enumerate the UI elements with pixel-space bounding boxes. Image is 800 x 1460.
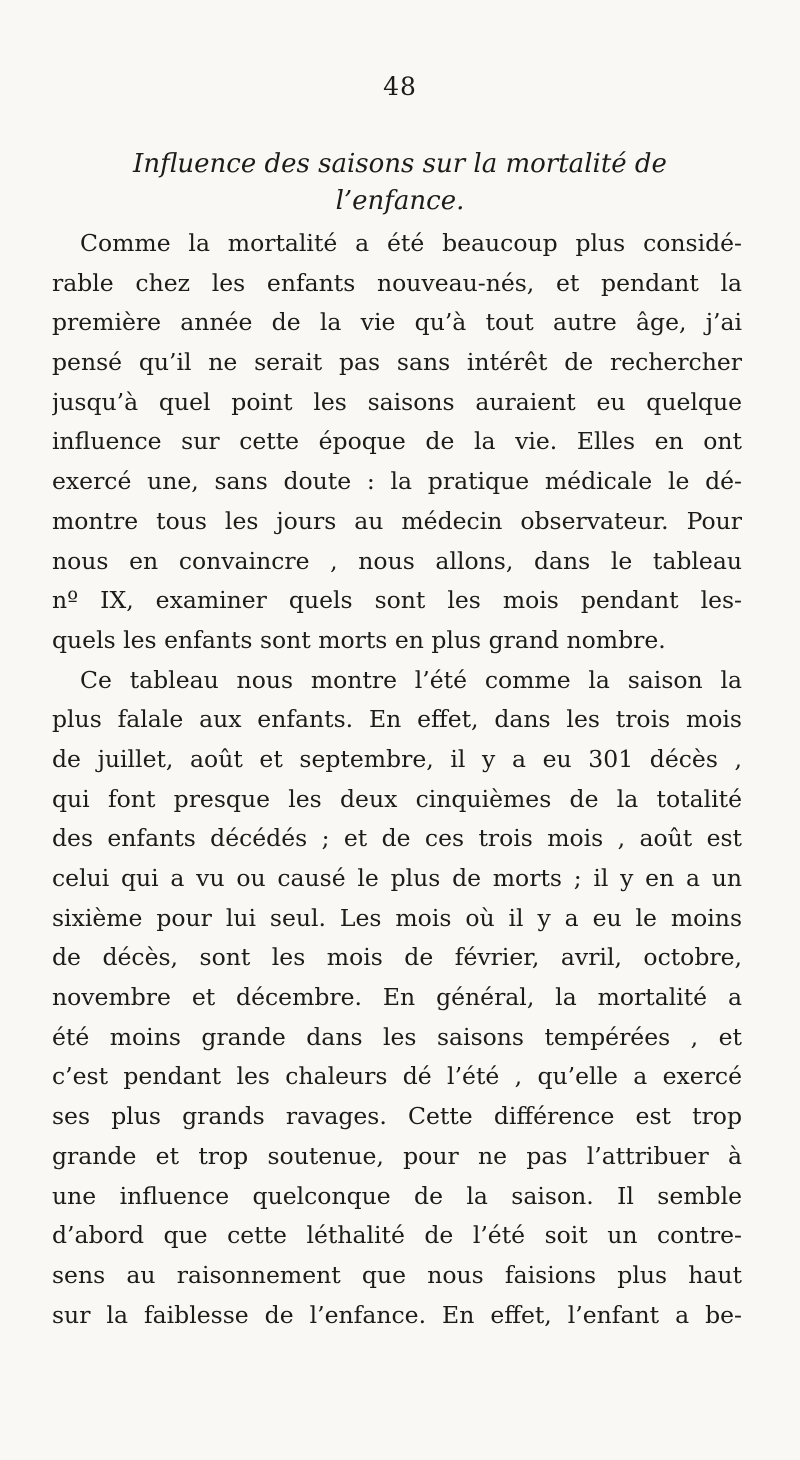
- text-line: ses plus grands ravages. Cette différence est trop: [52, 1102, 742, 1131]
- text-line: de décès, sont les mois de février, avril, octobre,: [52, 943, 742, 972]
- text-line: c’est pendant les chaleurs dé l’été , qu’elle a exercé: [52, 1062, 742, 1091]
- text-line: nº IX, examiner quels sont les mois pendant les-: [52, 586, 742, 615]
- text-line: novembre et décembre. En général, la mortalité a: [52, 983, 742, 1012]
- text-line: Comme la mortalité a été beaucoup plus considé-: [80, 229, 742, 257]
- text-line: celui qui a vu ou causé le plus de morts ; il y en a un: [52, 864, 742, 892]
- title-line: l’enfance.: [335, 186, 465, 216]
- text-line: sixième pour lui seul. Les mois où il y a eu le moins: [52, 903, 742, 932]
- text-line: des enfants décédés ; et de ces trois mois , août est: [52, 824, 742, 853]
- text-line: influence sur cette époque de la vie. Elles en ont: [52, 427, 742, 456]
- text-line: de juillet, août et septembre, il y a eu 301 décès ,: [52, 744, 742, 773]
- text-line: sur la faiblesse de l’enfance. En effet, l’enfant a be-: [52, 1300, 742, 1329]
- text-line: rable chez les enfants nouveau-nés, et pendant la: [52, 268, 742, 297]
- text-line: grande et trop soutenue, pour ne pas l’attribuer à: [52, 1141, 742, 1170]
- text-line: première année de la vie qu’à tout autre âge, j’ai: [52, 308, 742, 337]
- text-line: une influence quelconque de la saison. Il semble: [52, 1181, 742, 1210]
- text-line: Ce tableau nous montre l’été comme la saison la: [80, 665, 742, 694]
- text-line: plus falale aux enfants. En effet, dans les trois mois: [52, 705, 742, 734]
- text-line: sens au raisonnement que nous faisions plus haut: [52, 1260, 742, 1289]
- text-line: d’abord que cette léthalité de l’été soit un contre-: [52, 1221, 742, 1250]
- text-line: exercé une, sans doute : la pratique médicale le dé-: [52, 467, 742, 496]
- text-line: qui font presque les deux cinquièmes de la totalité: [52, 784, 742, 813]
- body-text: [52, 224, 742, 1335]
- text-line: nous en convaincre , nous allons, dans le tableau: [52, 546, 742, 575]
- text-line: jusqu’à quel point les saisons auraient eu quelque: [52, 387, 742, 416]
- page-number: 48: [383, 72, 417, 101]
- text-line: quels les enfants sont morts en plus grand nombre.: [52, 625, 666, 654]
- section-title: [60, 146, 740, 220]
- text-line: pensé qu’il ne serait pas sans intérêt de rechercher: [52, 348, 742, 377]
- title-line: Influence des saisons sur la mortalité de: [133, 149, 667, 179]
- text-line: été moins grande dans les saisons tempérées , et: [52, 1022, 742, 1051]
- text-line: montre tous les jours au médecin observateur. Pour: [52, 506, 742, 535]
